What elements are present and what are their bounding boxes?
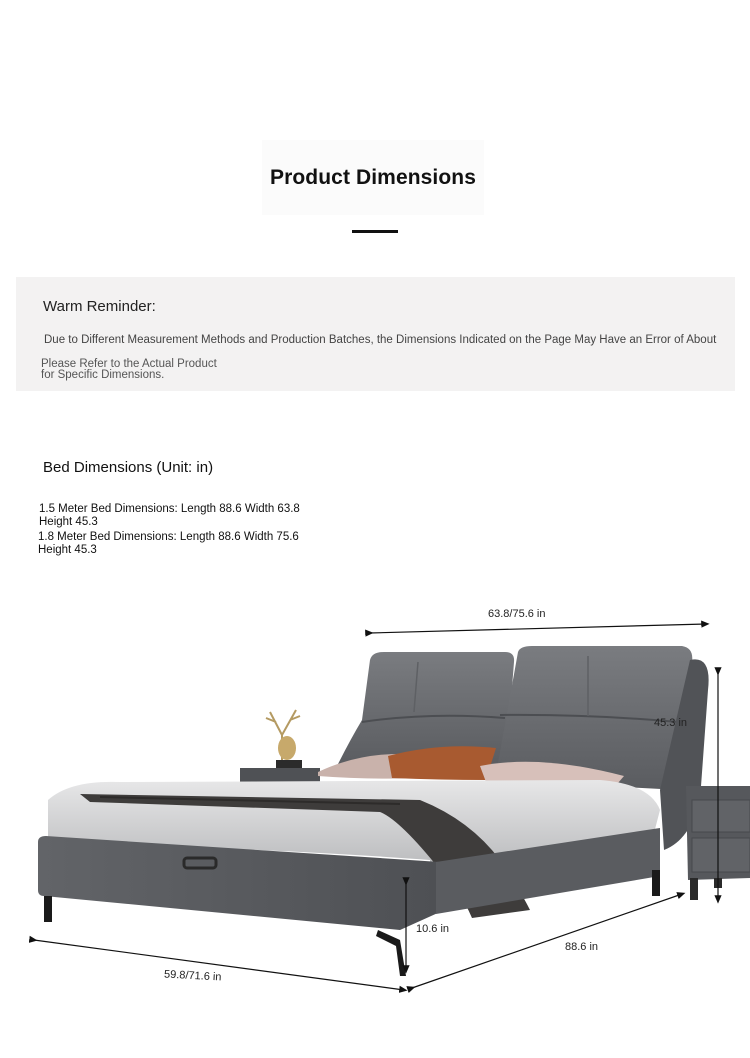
bed-illustration bbox=[0, 590, 750, 1058]
page-title: Product Dimensions bbox=[270, 165, 476, 189]
title-underline bbox=[352, 230, 398, 233]
bed-dimensions-heading: Bed Dimensions (Unit: in) bbox=[43, 459, 214, 476]
reminder-note: Please Refer to the Actual Product for Specific Dimensions. bbox=[41, 358, 217, 381]
dimension-line-1-8m: 1.8 Meter Bed Dimensions: Length 88.6 Width 75.6 Height 45.3 bbox=[38, 531, 299, 556]
reminder-heading: Warm Reminder: bbox=[43, 298, 156, 315]
left-nightstand bbox=[240, 768, 320, 782]
front-width-label: 59.8/71.6 in bbox=[163, 968, 222, 984]
reminder-text: Due to Different Measurement Methods and Production Batches, the Dimensions Indicated on the Page May Have an Error of About bbox=[44, 334, 717, 346]
height-label: 45.3 in bbox=[654, 717, 688, 729]
length-label: 88.6 in bbox=[565, 941, 599, 953]
headboard-width-label: 63.8/75.6 in bbox=[488, 608, 546, 620]
dimension-line-1-5m: 1.5 Meter Bed Dimensions: Length 88.6 Width 63.8 Height 45.3 bbox=[39, 503, 300, 528]
deer-ornament bbox=[266, 710, 302, 768]
title-panel bbox=[262, 140, 484, 215]
leg-height-label: 10.6 in bbox=[416, 923, 450, 935]
warm-reminder-box bbox=[16, 277, 735, 391]
